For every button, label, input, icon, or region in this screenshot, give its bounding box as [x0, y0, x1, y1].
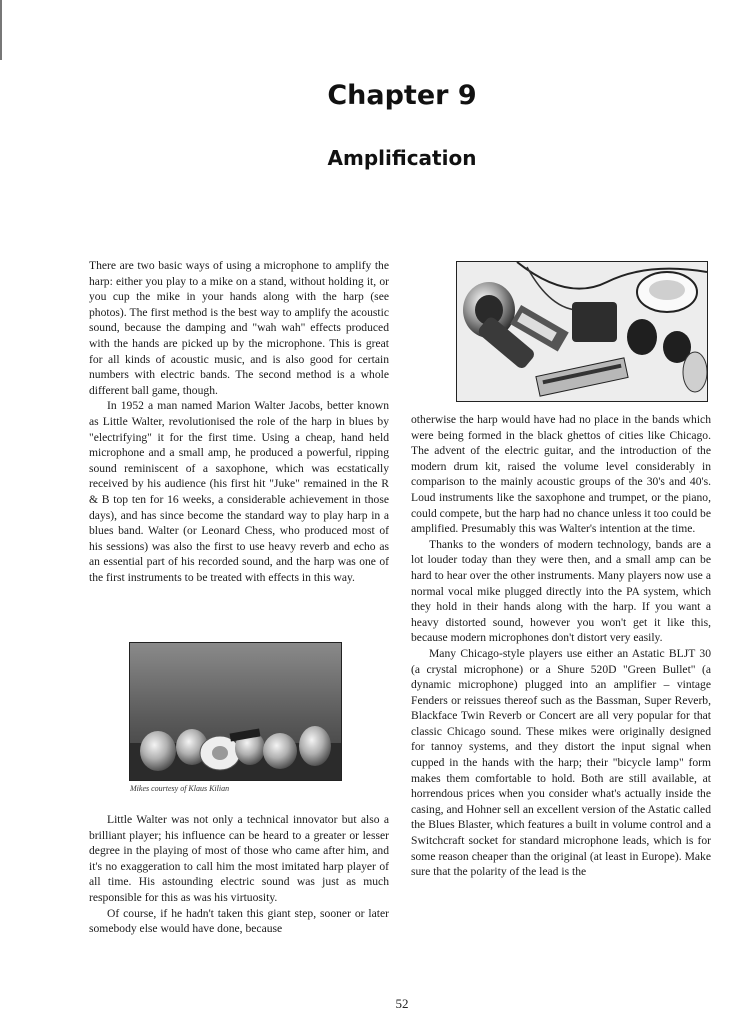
paragraph: Of course, if he hadn't taken this giant step, sooner or later somebody else would have done, because [89, 906, 389, 936]
paragraph: There are two basic ways of using a microphone to amplify the harp: either you play to a mike on a stand, without holding it, or you cup the mike in your hands along with the harp (see photos). The first method is the best way to amplify the acoustic sound, because the damping and "wah wah" effects produced with the hands are picked up by the microphone. This is great for all kinds of acoustic music, and is also good for certain numbers with electric bands. The second method is a whole different ball game, though. [89, 259, 389, 397]
left-column-bottom [89, 812, 389, 937]
paragraph: Little Walter was not only a technical innovator but also a brilliant player; his influence can be heard to a greater or lesser degree in the playing of most of those who came after him, and it's no exaggeration to call him the most imitated harp player of all time. His astounding electric sound was just as much responsible for this as was his virtuosity. [89, 813, 389, 904]
paragraph: otherwise the harp would have had no place in the bands which were being formed in the black ghettos of cities like Chicago. The advent of the electric guitar, and the introduction of the modern drum kit, raised the volume level considerably in comparison to the mainly acoustic groups of the 30's and 40's. Loud instruments like the saxophone and trumpet, or the piano, could compete, but the harp had no chance unless it too could be amplified. Presumably this was Walter's intention at the time. [411, 413, 711, 536]
left-column-top [89, 258, 389, 585]
page-number: 52 [395, 996, 409, 1011]
right-column [411, 412, 711, 880]
paragraph: Thanks to the wonders of modern technology, bands are a lot louder today than they were then, and a small amp can be hard to hear over the other instruments. Many players now use a normal vocal mike plugged directly into the PA system, which they hold in their hands along with the harp. If you want a heavy distorted sound, however you won't get it like this, because modern microphones don't distort very easily. [411, 537, 711, 645]
page-edge [0, 0, 2, 60]
paragraph: Many Chicago-style players use either an Astatic BLJT 30 (a crystal microphone) or a Shure 520D "Green Bullet" (a dynamic microphone) plugged into an amplifier – vintage Fenders or reissues thereof such as the Bassman, Super Reverb, Blackface Twin Reverb or Concert are all very popular for that classic Chicago sound. These mikes were originally designed for tannoy systems, and they distort the input signal when cupped in the hands with the harp; their "bicycle lamp" form makes them comfortable to hold. Both are still available, at horrendous prices when you consider what's actually inside the casing, and Hohner sell an excellent version of the Astatic called the Blues Blaster, which features a built in volume control and a Switchcraft socket for standard microphone leads, which is for some reason cheaper than the original (at least in Europe). Make sure that the polarity of the lead is the [411, 646, 711, 879]
photo-caption: Mikes courtesy of Klaus Kilian [130, 784, 230, 793]
harmonica-and-microphones-photo [456, 261, 708, 402]
chapter-number: Chapter 9 [327, 80, 477, 111]
chapter-title: Amplification [327, 146, 477, 170]
microphones-photo [129, 642, 342, 781]
paragraph: In 1952 a man named Marion Walter Jacobs, better known as Little Walter, revolutionised the role of the harp in blues by "electrifying" it for the first time. Using a cheap, hand held microphone and a small amp, he produced a powerful, ripping sound reminiscent of a saxophone, which was ecstatically received by his audience (his first hit "Juke" remained in the R & B top ten for 16 weeks, a considerable achievement in those days), and has since become the standard way to play harp in a blues band. Walter (or Leonard Chess, who produced most of his sessions) was also the first to use heavy reverb and echo as an essential part of his recorded sound, and the harp was one of the first instruments to be treated with effects in this way. [89, 399, 389, 584]
